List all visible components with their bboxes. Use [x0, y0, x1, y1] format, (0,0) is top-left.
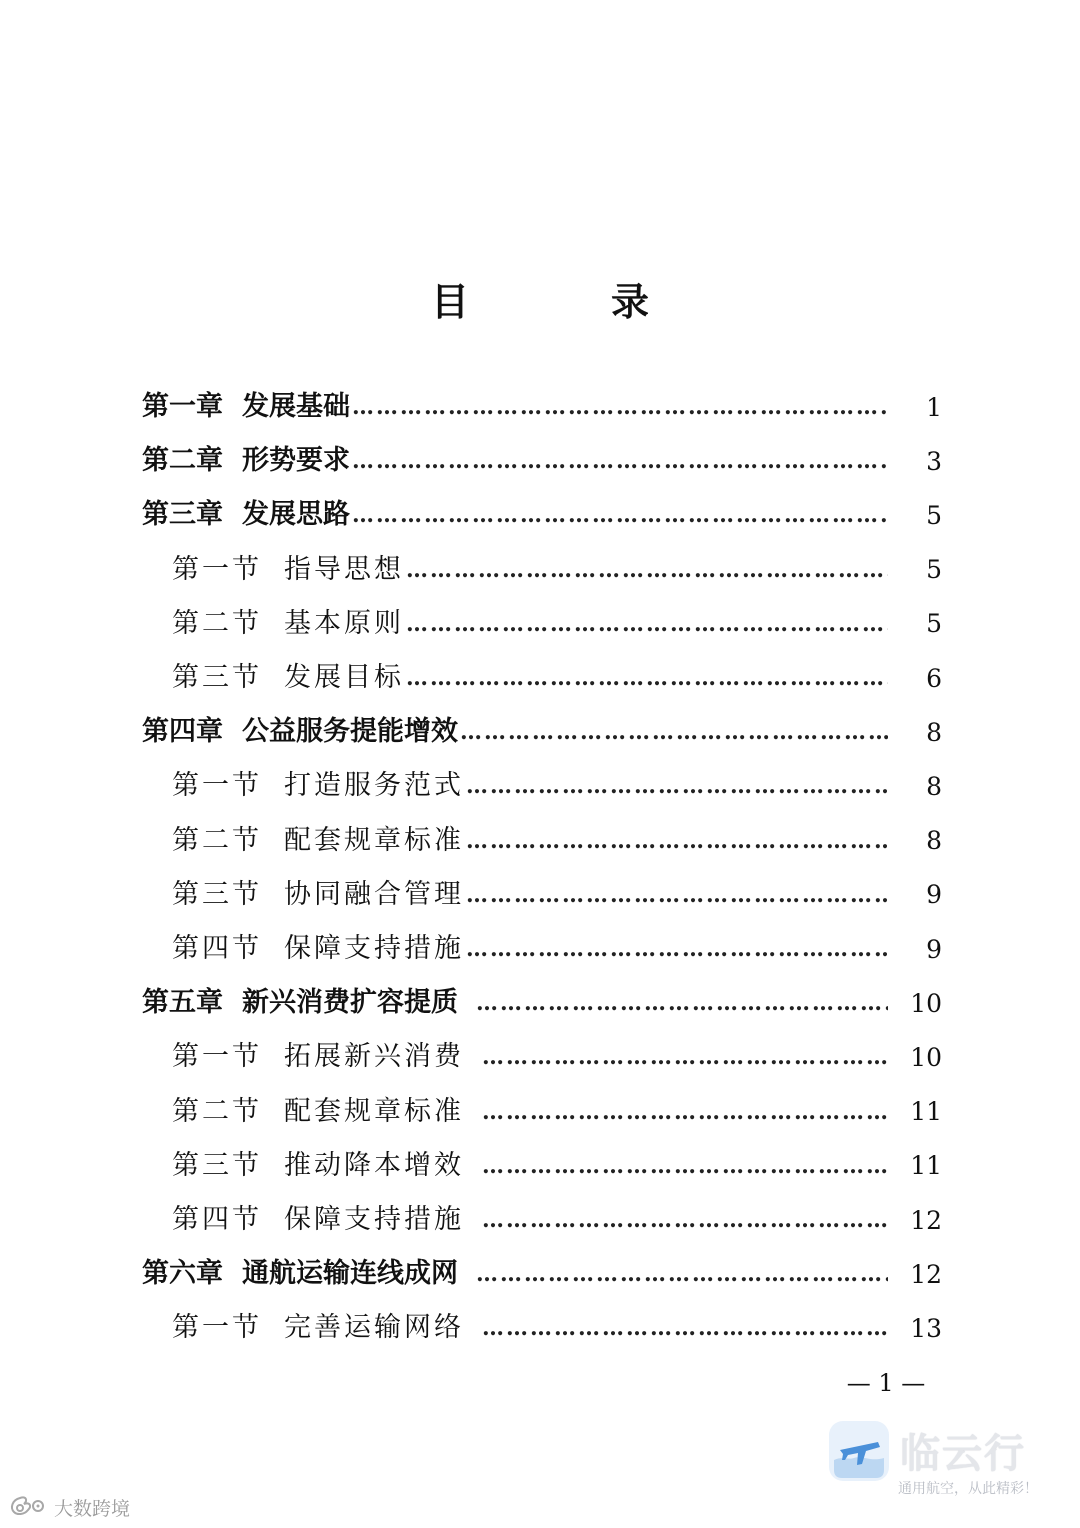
section-title: 完善运输网络: [284, 1312, 464, 1344]
section-number: 第三节: [172, 1149, 262, 1181]
section-number: 第二节: [172, 607, 262, 639]
chapter-title: 发展基础: [242, 391, 350, 422]
toc-page-number: 10: [910, 1042, 942, 1072]
section-number: 第三节: [172, 662, 262, 693]
dot-leader: [406, 553, 888, 587]
section-title: 协同融合管理: [284, 878, 464, 910]
toc-entry-label: [0, 769, 464, 803]
section-number: 第三节: [172, 878, 262, 910]
section-title: 保障支持措施: [284, 1204, 464, 1235]
chapter-title: 通航运输连线成网: [242, 1258, 458, 1290]
toc-entry: [0, 976, 1080, 1030]
section-title: 基本原则: [284, 607, 404, 639]
toc-page-number: 8: [926, 717, 942, 747]
section-title: 指导思想: [284, 553, 404, 585]
toc-page-number: 5: [926, 500, 942, 530]
toc-entry-label: [0, 390, 350, 424]
toc-entry: [0, 597, 1080, 651]
toc-page-number: 9: [926, 880, 942, 910]
section-number: 第一节: [172, 770, 262, 802]
toc-entry-label: [0, 824, 464, 858]
toc-page-number: 10: [910, 988, 942, 1018]
watermark-left-text: 大数跨境: [54, 1497, 131, 1520]
dot-leader: [466, 878, 888, 912]
toc-entry: [0, 434, 1080, 488]
chapter-number: 第三章: [142, 499, 223, 531]
dot-leader: [482, 1040, 888, 1074]
chapter-title: 发展思路: [242, 499, 350, 531]
section-title: 配套规章标准: [284, 824, 464, 856]
toc-entry: [0, 759, 1080, 813]
chapter-title: 形势要求: [242, 445, 350, 477]
toc-entry: [0, 1085, 1080, 1139]
toc-entry-label: [0, 661, 404, 695]
section-title: 拓展新兴消费: [284, 1041, 464, 1073]
toc-entry-label: [0, 1095, 464, 1129]
dot-leader: [352, 498, 888, 532]
section-title: 推动降本增效: [284, 1149, 464, 1181]
chapter-number: 第四章: [142, 716, 223, 748]
toc-entry: [0, 1139, 1080, 1193]
toc-page-number: 9: [926, 934, 942, 964]
chapter-number: 第二章: [142, 445, 223, 477]
section-title: 打造服务范式: [284, 770, 464, 802]
section-number: 第四节: [172, 933, 262, 964]
weibo-logo-icon: [8, 1492, 48, 1523]
dot-leader: [352, 390, 888, 424]
toc-entry: [0, 543, 1080, 597]
page-number: — 1 —: [846, 1369, 926, 1397]
toc-entry: [0, 1301, 1080, 1355]
toc-page-number: 12: [910, 1259, 942, 1289]
section-title: 配套规章标准: [284, 1095, 464, 1127]
toc-entry-label: [0, 1257, 458, 1291]
airplane-app-icon: [828, 1420, 890, 1482]
chapter-number: 第六章: [142, 1258, 223, 1290]
toc-page-number: 11: [910, 1151, 942, 1181]
toc-entry: [0, 651, 1080, 705]
toc-entry: [0, 380, 1080, 434]
toc-entry-label: [0, 932, 464, 966]
dot-leader: [482, 1311, 888, 1345]
section-title: 保障支持措施: [284, 933, 464, 964]
brand-slogan: 通用航空，从此精彩！: [898, 1481, 1038, 1497]
toc-entry: [0, 1247, 1080, 1301]
toc-page-number: 5: [926, 555, 942, 585]
section-number: 第二节: [172, 1095, 262, 1127]
toc-entry-label: [0, 878, 464, 912]
brand-name: 临云行: [900, 1431, 1026, 1477]
toc-entry: [0, 868, 1080, 922]
chapter-number: 第一章: [142, 391, 223, 422]
toc-entry: [0, 1193, 1080, 1247]
toc-page-number: 8: [926, 771, 942, 801]
toc-entry-label: [0, 715, 458, 749]
toc-entry-label: [0, 1203, 464, 1237]
dot-leader: [406, 661, 888, 695]
chapter-title: 新兴消费扩容提质: [242, 987, 458, 1019]
toc-entry: [0, 488, 1080, 542]
chapter-number: 第五章: [142, 987, 223, 1019]
dot-leader: [460, 715, 888, 749]
toc-entry-label: [0, 986, 458, 1020]
dot-leader: [406, 607, 888, 641]
toc-entry: [0, 814, 1080, 868]
toc-entry-label: [0, 553, 404, 587]
section-title: 发展目标: [284, 662, 404, 693]
watermark-right: [828, 1420, 1068, 1520]
section-number: 第一节: [172, 1312, 262, 1344]
toc-page-number: 1: [926, 392, 942, 422]
toc-entry-label: [0, 444, 350, 478]
section-number: 第四节: [172, 1204, 262, 1235]
dot-leader: [476, 986, 888, 1020]
page-title: 目 录: [430, 280, 701, 324]
dot-leader: [482, 1095, 888, 1129]
section-number: 第一节: [172, 1041, 262, 1073]
toc-page-number: 5: [926, 609, 942, 639]
toc-entry: [0, 922, 1080, 976]
dot-leader: [466, 932, 888, 966]
dot-leader: [476, 1257, 888, 1291]
toc-page-number: 11: [910, 1097, 942, 1127]
toc-page-number: 3: [926, 446, 942, 476]
section-number: 第二节: [172, 824, 262, 856]
dot-leader: [482, 1149, 888, 1183]
toc-entry-label: [0, 1311, 464, 1345]
toc-entry-label: [0, 1040, 464, 1074]
dot-leader: [352, 444, 888, 478]
dot-leader: [466, 824, 888, 858]
toc-entry-label: [0, 607, 404, 641]
toc-entry-label: [0, 1149, 464, 1183]
toc-entry: [0, 705, 1080, 759]
dot-leader: [466, 769, 888, 803]
toc-page-number: 6: [926, 663, 942, 693]
toc-entry: [0, 1030, 1080, 1084]
toc-page-number: 8: [926, 826, 942, 856]
toc-page-number: 12: [910, 1205, 942, 1235]
watermark-left: [8, 1492, 130, 1522]
section-number: 第一节: [172, 553, 262, 585]
toc-entry-label: [0, 498, 350, 532]
toc-page-number: 13: [910, 1313, 942, 1343]
dot-leader: [482, 1203, 888, 1237]
chapter-title: 公益服务提能增效: [242, 716, 458, 748]
